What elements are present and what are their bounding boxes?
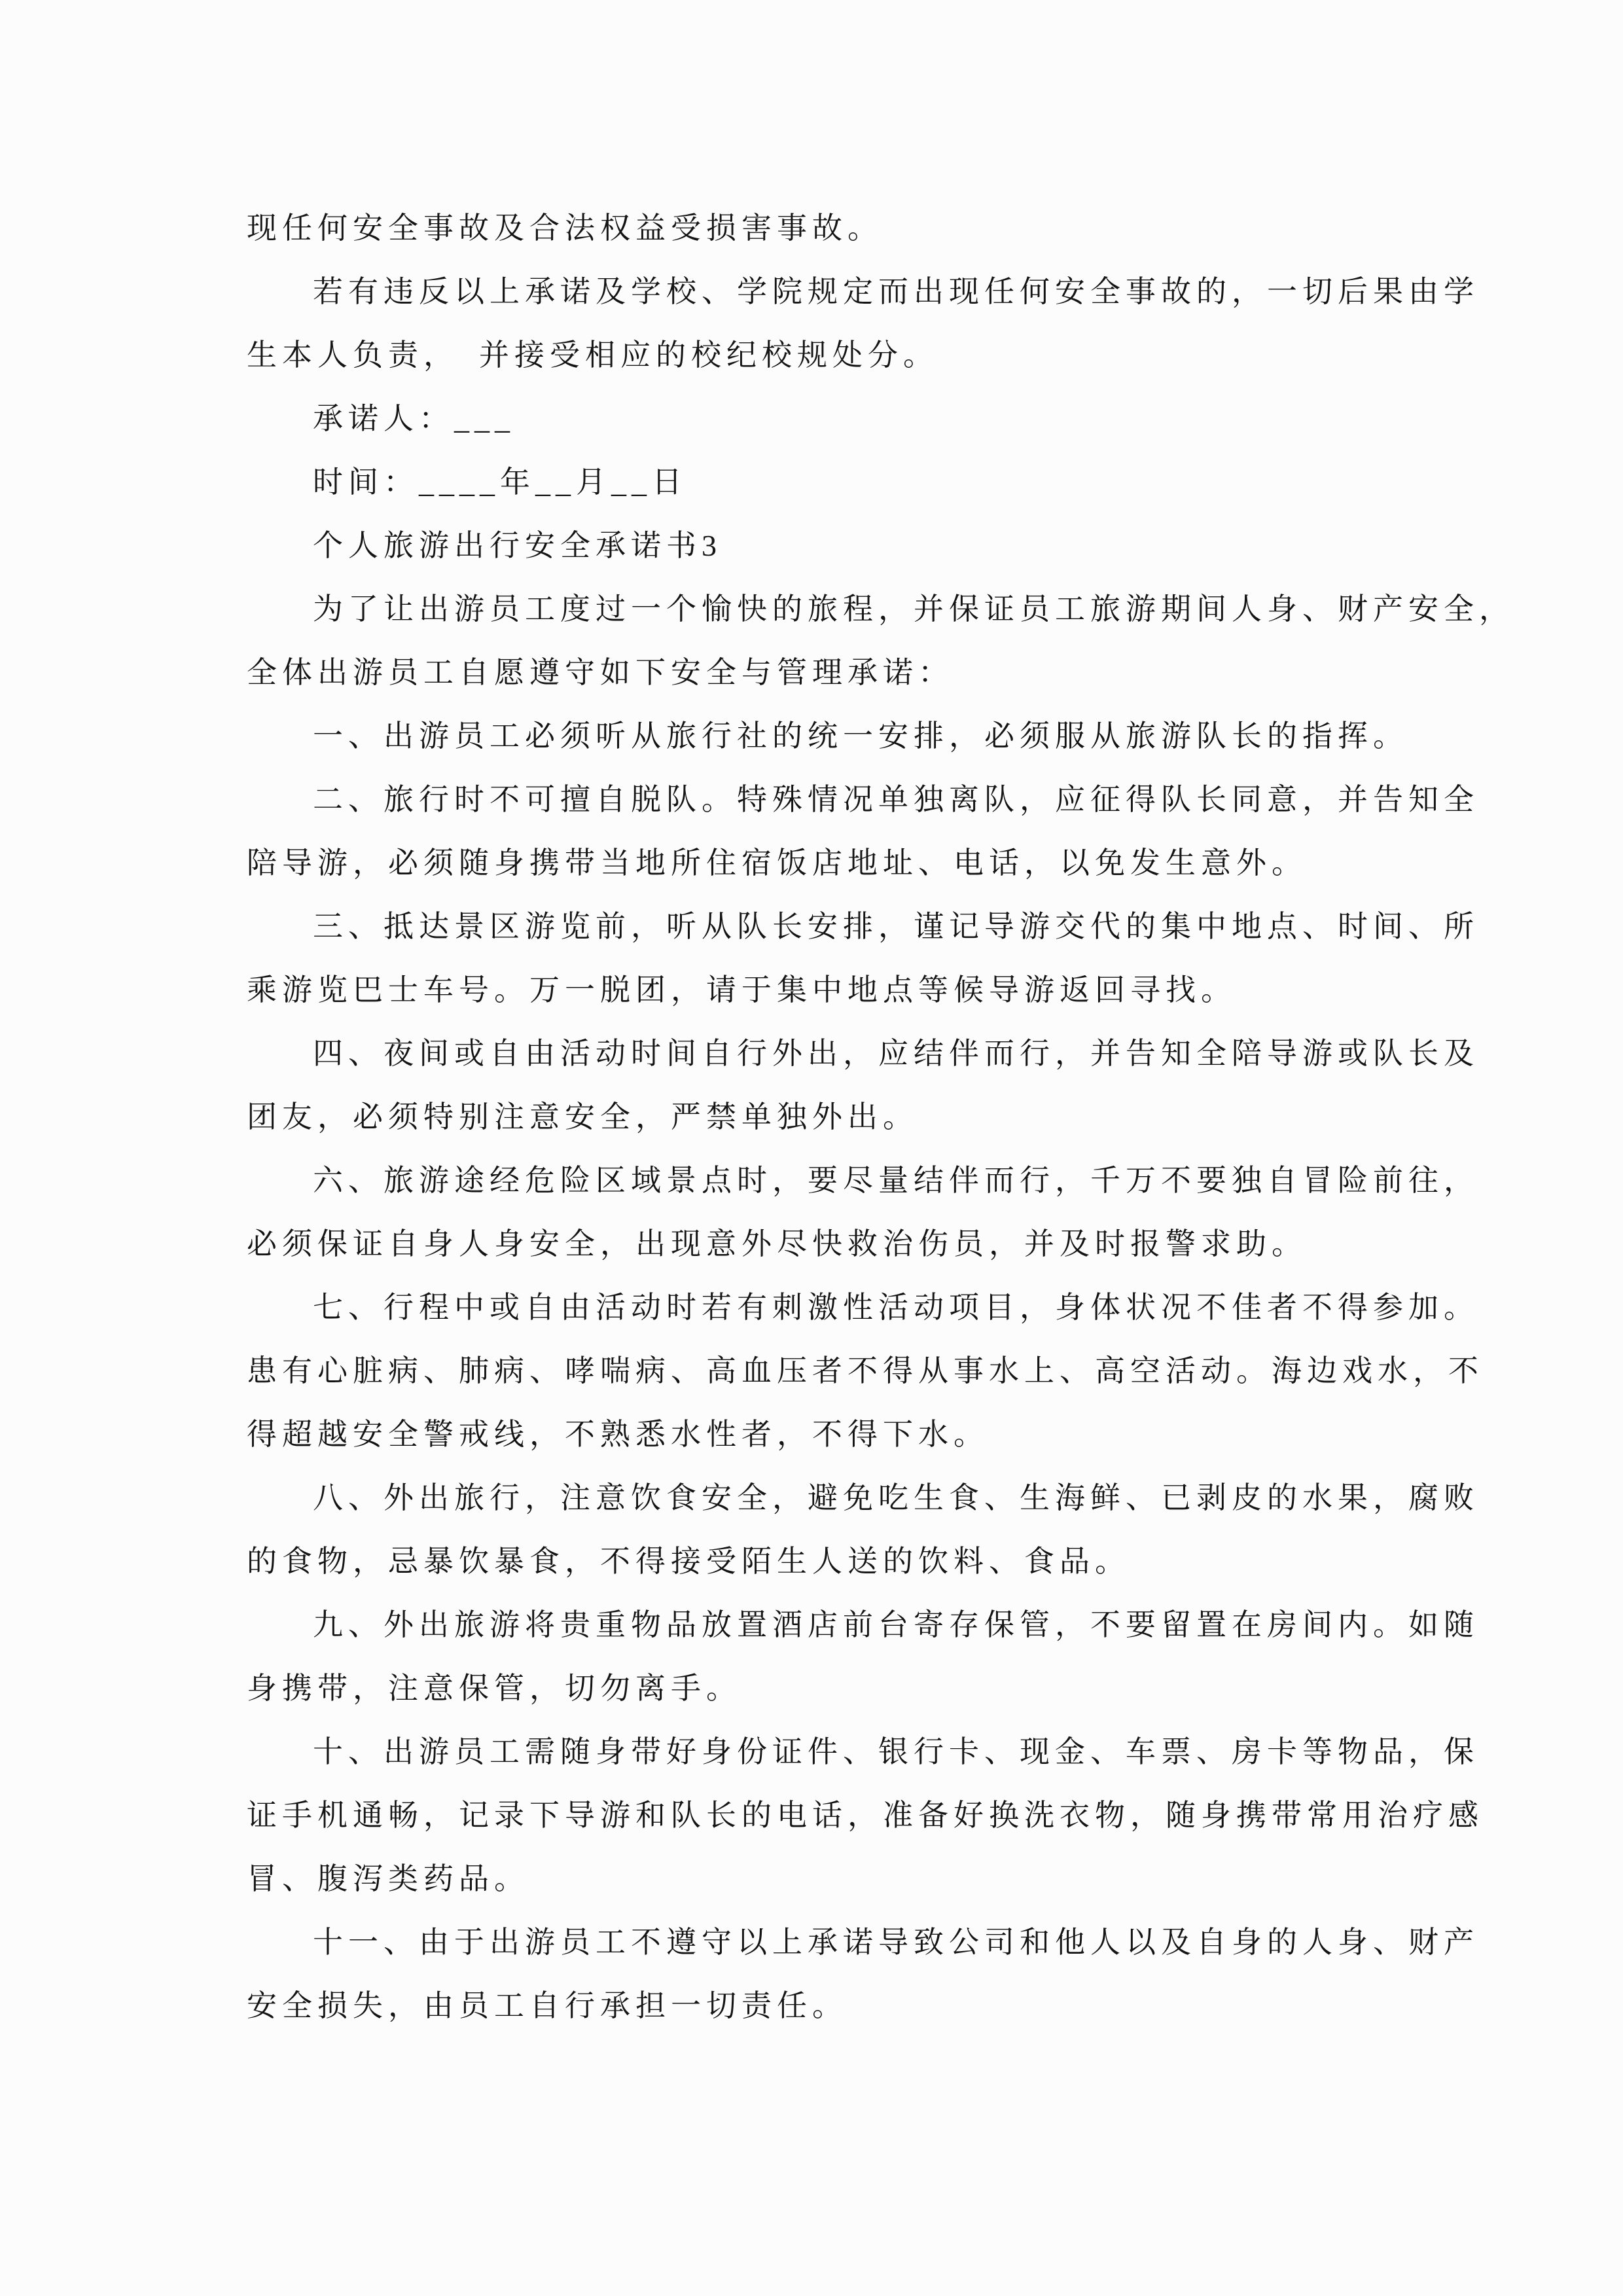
- text-line: 身携带，注意保管，切勿离手。: [247, 1672, 741, 1705]
- text-line: 三、抵达景区游览前，听从队长安排，谨记导游交代的集中地点、时间、所: [313, 910, 1479, 943]
- text-line: 的食物，忌暴饮暴食，不得接受陌生人送的饮料、食品。: [247, 1545, 1130, 1578]
- text-line: 必须保证自身人身安全，出现意外尽快救治伤员，并及时报警求助。: [247, 1227, 1307, 1261]
- text-line: 团友，必须特别注意安全，严禁单独外出。: [247, 1100, 918, 1134]
- text-line: 现任何安全事故及合法权益受损害事故。: [247, 211, 883, 245]
- text-line: 九、外出旅游将贵重物品放置酒店前台寄存保管，不要留置在房间内。如随: [313, 1608, 1479, 1641]
- text-line: 乘游览巴士车号。万一脱团，请于集中地点等候导游返回寻找。: [247, 973, 1236, 1007]
- document-body: [247, 196, 1514, 2037]
- text-line: 全体出游员工自愿遵守如下安全与管理承诺：: [247, 656, 954, 689]
- text-line: 二、旅行时不可擅自脱队。特殊情况单独离队，应征得队长同意，并告知全: [313, 783, 1479, 816]
- text-line: 若有违反以上承诺及学校、学院规定而出现任何安全事故的，一切后果由学: [313, 275, 1479, 308]
- text-line: 七、行程中或自由活动时若有刺激性活动项目，身体状况不佳者不得参加。: [313, 1291, 1479, 1324]
- text-line: 证手机通畅，记录下导游和队长的电话，准备好换洗衣物，随身携带常用治疗感: [247, 1799, 1484, 1832]
- text-line: 安全损失，由员工自行承担一切责任。: [247, 1989, 847, 2022]
- text-line: 陪导游，必须随身携带当地所住宿饭店地址、电话，以免发生意外。: [247, 846, 1307, 880]
- text-line: 生本人负责， 并接受相应的校纪校规处分。: [247, 338, 938, 372]
- text-line: 四、夜间或自由活动时间自行外出，应结伴而行，并告知全陪导游或队长及: [313, 1037, 1479, 1070]
- text-line: 时间：____年__月__日: [313, 465, 687, 499]
- text-line: 一、出游员工必须听从旅行社的统一安排，必须服从旅游队长的指挥。: [313, 719, 1408, 753]
- text-line: 承诺人：___: [313, 402, 515, 435]
- text-line: 为了让出游员工度过一个愉快的旅程，并保证员工旅游期间人身、财产安全，: [313, 592, 1514, 626]
- text-line: 得超越安全警戒线，不熟悉水性者，不得下水。: [247, 1418, 989, 1451]
- text-line: 个人旅游出行安全承诺书3: [313, 529, 722, 562]
- text-line: 十一、由于出游员工不遵守以上承诺导致公司和他人以及自身的人身、财产: [313, 1926, 1479, 1959]
- text-line: 六、旅游途经危险区域景点时，要尽量结伴而行，千万不要独自冒险前往，: [313, 1164, 1479, 1197]
- text-line: 患有心脏病、肺病、哮喘病、高血压者不得从事水上、高空活动。海边戏水，不: [247, 1354, 1484, 1388]
- text-line: 十、出游员工需随身带好身份证件、银行卡、现金、车票、房卡等物品，保: [313, 1735, 1479, 1768]
- text-line: 八、外出旅行，注意饮食安全，避免吃生食、生海鲜、已剥皮的水果，腐败: [313, 1481, 1479, 1515]
- text-line: 冒、腹泻类药品。: [247, 1862, 529, 1895]
